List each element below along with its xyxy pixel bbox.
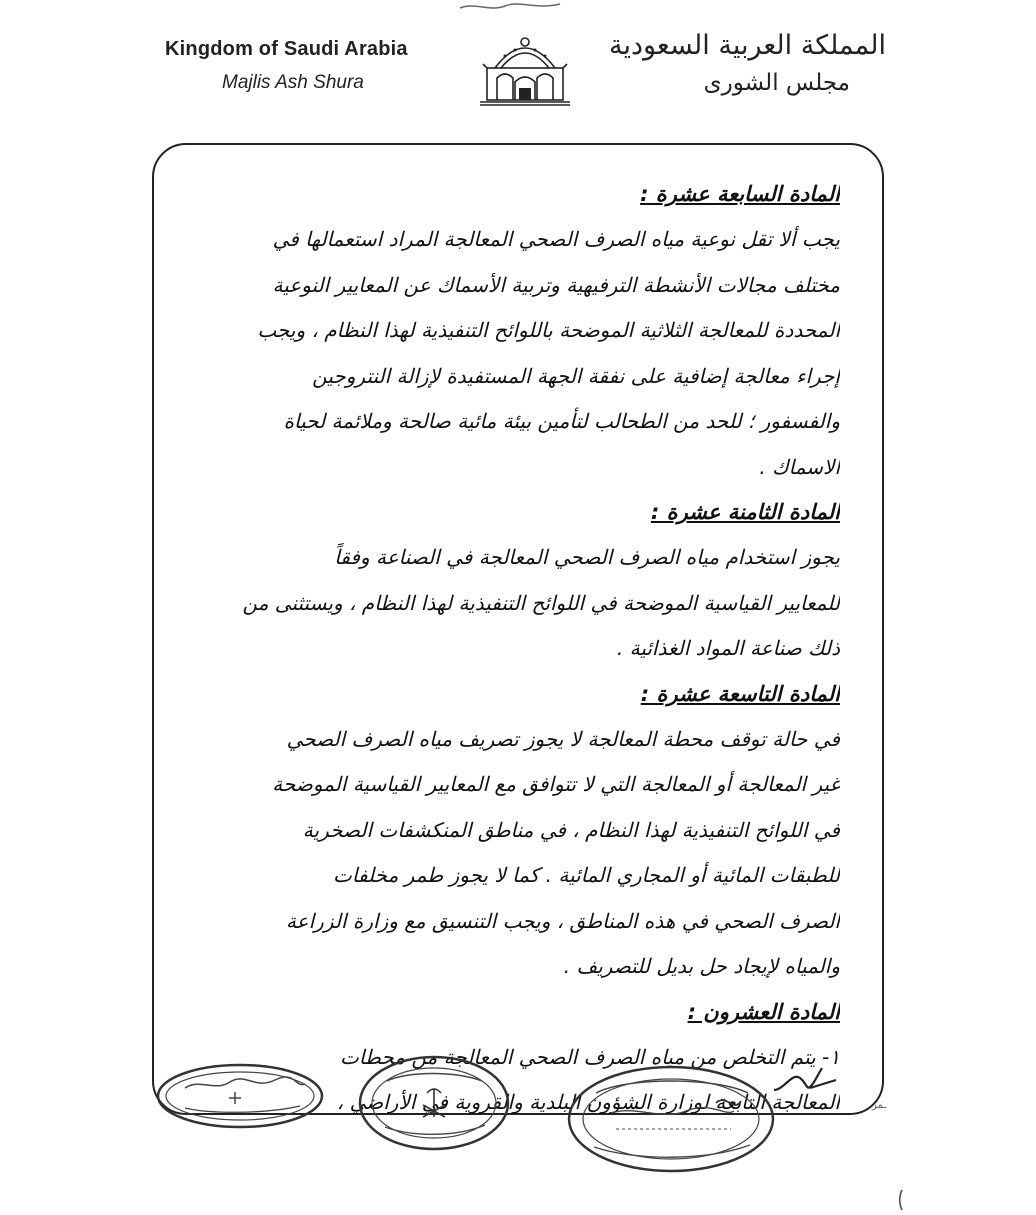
- royal-court-stamp: [357, 1053, 512, 1153]
- bottom-edge-mark: [898, 1188, 904, 1212]
- paragraph-line: ١- يتم التخلص من مياه الصرف الصحي المعالجة من محطات: [340, 1044, 840, 1069]
- paragraph-line: الصرف الصحي في هذه المناطق ، ويجب التنسيق مع وزارة الزراعة: [285, 908, 840, 933]
- header-english-subtitle: Majlis Ash Shura: [222, 72, 364, 93]
- paragraph-line: يجب ألا تقل نوعية مياه الصرف الصحي المعالجة المراد استعمالها في: [272, 227, 840, 251]
- header-arabic-title: المملكة العربية السعودية: [608, 30, 886, 61]
- paragraph-line: إجراء معالجة إضافية على نفقة الجهة المستفيدة لإزالة النتروجين: [312, 363, 840, 388]
- shura-council-emblem: [475, 28, 575, 106]
- council-of-ministers-stamp: [566, 1063, 776, 1175]
- paragraph-line: الاسماك .: [759, 454, 840, 479]
- paragraph-line: للمعايير القياسية الموضحة في اللوائح التنفيذية لهذا النظام ، ويستثنى من: [242, 590, 840, 615]
- article-heading: المادة الثامنة عشرة :: [650, 500, 840, 524]
- article-heading: المادة العشرون :: [687, 999, 840, 1024]
- paragraph-line: يجوز استخدام مياه الصرف الصحي المعالجة في الصناعة وفقاً: [334, 545, 840, 569]
- top-handwritten-mark: [455, 0, 565, 14]
- paragraph-line: غير المعالجة أو المعالجة التي لا تتوافق مع المعايير القياسية الموضحة: [272, 772, 840, 796]
- article-19: [215, 672, 840, 990]
- paragraph-line: في حالة توقف محطة المعالجة لا يجوز تصريف مياه الصرف الصحي: [286, 726, 840, 751]
- article-heading: المادة السابعة عشرة :: [640, 182, 840, 206]
- header-arabic-subtitle: مجلس الشورى: [703, 70, 850, 96]
- paragraph-line: ذلك صناعة المواد الغذائية .: [616, 636, 840, 660]
- paragraph-line: في اللوائح التنفيذية لهذا النظام ، في مناطق المنكشفات الصخرية: [302, 817, 840, 842]
- paragraph-line: والفسفور ؛ للحد من الطحالب لتأمين بيئة مائية صالحة وملائمة لحياة: [283, 409, 840, 433]
- header-english-title: Kingdom of Saudi Arabia: [165, 38, 408, 60]
- handwritten-signature: [770, 1060, 840, 1098]
- corner-handwritten-mark: ـمر: [872, 1100, 887, 1111]
- document-body: [215, 172, 840, 1126]
- paragraph-line: والمياه لإيجاد حل بديل للتصريف .: [563, 954, 840, 978]
- article-18: [215, 490, 840, 672]
- paragraph-line: للطبقات المائية أو المجاري المائية . كما لا يجوز طمر مخلفات: [333, 863, 840, 887]
- article-17: [215, 172, 840, 490]
- paragraph-line: مختلف مجالات الأنشطة الترفيهية وتربية الأسماك عن المعايير النوعية: [272, 272, 840, 297]
- shura-council-stamp: [155, 1062, 325, 1130]
- paragraph-line: المحددة للمعالجة الثلاثية الموضحة باللوائح التنفيذية لهذا النظام ، ويجب: [257, 318, 840, 342]
- article-heading: المادة التاسعة عشرة :: [640, 681, 840, 706]
- paragraph-line: المعالجة التابعة لوزارة الشؤون البلدية والقروية في الأراضي ،: [336, 1090, 840, 1114]
